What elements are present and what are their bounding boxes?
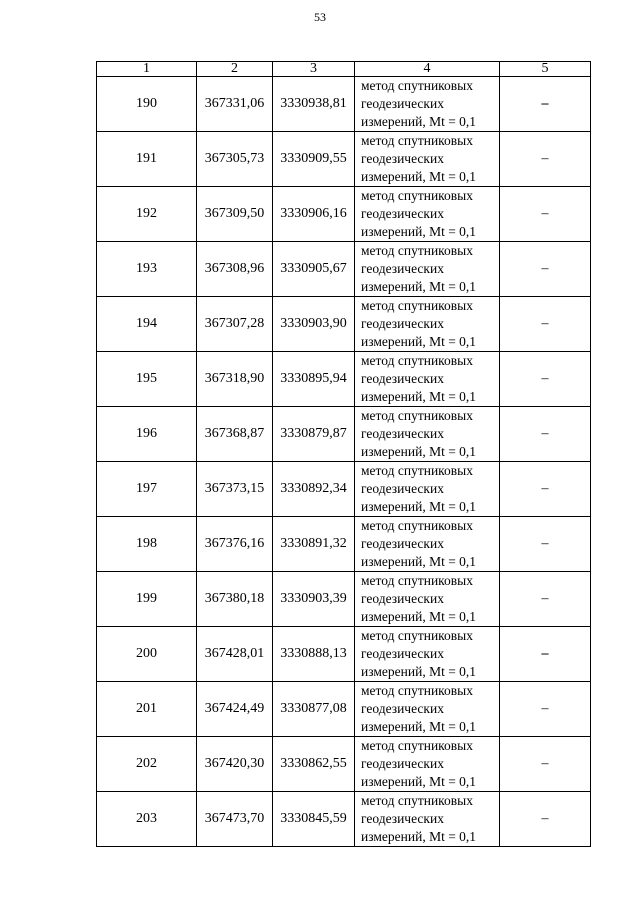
- method-line: метод спутниковых: [361, 353, 473, 368]
- dash-mark: –: [541, 591, 549, 606]
- dash-mark: –: [541, 701, 549, 716]
- dash-mark: –: [541, 426, 549, 441]
- point-number-cell: 194: [97, 297, 197, 352]
- point-number-cell: 195: [97, 352, 197, 407]
- table-row: [97, 297, 591, 352]
- method-line: метод спутниковых: [361, 243, 473, 258]
- y-coordinate-cell: 3330862,55: [273, 737, 355, 792]
- dash-mark: –: [541, 646, 549, 661]
- method-cell: [355, 132, 500, 187]
- method-cell: [355, 407, 500, 462]
- x-coordinate-cell: 367380,18: [197, 572, 273, 627]
- method-cell: [355, 297, 500, 352]
- header-col-5: 5: [500, 62, 591, 77]
- method-cell: [355, 242, 500, 297]
- y-coordinate-cell: 3330879,87: [273, 407, 355, 462]
- method-line: измерений, Mt = 0,1: [361, 114, 477, 129]
- method-line: метод спутниковых: [361, 573, 473, 588]
- method-line: измерений, Mt = 0,1: [361, 664, 477, 679]
- note-cell: [500, 297, 591, 352]
- x-coordinate-cell: 367305,73: [197, 132, 273, 187]
- method-line: измерений, Mt = 0,1: [361, 169, 477, 184]
- table-row: [97, 792, 591, 847]
- method-line: измерений, Mt = 0,1: [361, 554, 477, 569]
- table-row: [97, 627, 591, 682]
- method-line: метод спутниковых: [361, 408, 473, 423]
- table-row: [97, 572, 591, 627]
- method-line: геодезических: [361, 591, 444, 606]
- point-number-cell: 190: [97, 77, 197, 132]
- table-row: [97, 187, 591, 242]
- y-coordinate-cell: 3330877,08: [273, 682, 355, 737]
- method-line: геодезических: [361, 536, 444, 551]
- header-col-3: 3: [273, 62, 355, 77]
- y-coordinate-cell: 3330938,81: [273, 77, 355, 132]
- page-number: 53: [314, 10, 326, 24]
- method-line: метод спутниковых: [361, 133, 473, 148]
- method-line: метод спутниковых: [361, 628, 473, 643]
- x-coordinate-cell: 367373,15: [197, 462, 273, 517]
- note-cell: [500, 242, 591, 297]
- x-coordinate-cell: 367428,01: [197, 627, 273, 682]
- method-line: измерений, Mt = 0,1: [361, 774, 477, 789]
- point-number-cell: 193: [97, 242, 197, 297]
- dash-mark: –: [541, 371, 549, 386]
- header-col-4: 4: [355, 62, 500, 77]
- method-line: геодезических: [361, 426, 444, 441]
- coordinates-table: [96, 61, 591, 847]
- dash-mark: –: [541, 96, 549, 111]
- point-number-cell: 201: [97, 682, 197, 737]
- point-number-cell: 199: [97, 572, 197, 627]
- table-row: [97, 407, 591, 462]
- note-cell: [500, 407, 591, 462]
- header-col-1: 1: [97, 62, 197, 77]
- point-number-cell: 191: [97, 132, 197, 187]
- method-line: метод спутниковых: [361, 683, 473, 698]
- method-line: метод спутниковых: [361, 738, 473, 753]
- table-header-row: [97, 62, 591, 77]
- note-cell: [500, 627, 591, 682]
- method-line: измерений, Mt = 0,1: [361, 829, 477, 844]
- method-line: геодезических: [361, 701, 444, 716]
- method-cell: [355, 462, 500, 517]
- dash-mark: –: [541, 261, 549, 276]
- y-coordinate-cell: 3330903,90: [273, 297, 355, 352]
- point-number-cell: 192: [97, 187, 197, 242]
- table-row: [97, 77, 591, 132]
- note-cell: [500, 517, 591, 572]
- dash-mark: –: [541, 151, 549, 166]
- method-line: геодезических: [361, 96, 444, 111]
- method-line: измерений, Mt = 0,1: [361, 224, 477, 239]
- dash-mark: –: [541, 481, 549, 496]
- y-coordinate-cell: 3330845,59: [273, 792, 355, 847]
- method-line: метод спутниковых: [361, 463, 473, 478]
- x-coordinate-cell: 367368,87: [197, 407, 273, 462]
- note-cell: [500, 792, 591, 847]
- method-line: измерений, Mt = 0,1: [361, 389, 477, 404]
- method-line: измерений, Mt = 0,1: [361, 279, 477, 294]
- method-line: измерений, Mt = 0,1: [361, 334, 477, 349]
- method-line: метод спутниковых: [361, 793, 473, 808]
- y-coordinate-cell: 3330906,16: [273, 187, 355, 242]
- method-line: метод спутниковых: [361, 78, 473, 93]
- point-number-cell: 198: [97, 517, 197, 572]
- method-line: геодезических: [361, 756, 444, 771]
- method-line: геодезических: [361, 646, 444, 661]
- point-number-cell: 203: [97, 792, 197, 847]
- method-line: геодезических: [361, 151, 444, 166]
- method-line: метод спутниковых: [361, 188, 473, 203]
- table-row: [97, 132, 591, 187]
- dash-mark: –: [541, 756, 549, 771]
- method-cell: [355, 352, 500, 407]
- method-line: геодезических: [361, 811, 444, 826]
- x-coordinate-cell: 367318,90: [197, 352, 273, 407]
- method-line: геодезических: [361, 206, 444, 221]
- method-line: измерений, Mt = 0,1: [361, 609, 477, 624]
- dash-mark: –: [541, 316, 549, 331]
- method-line: измерений, Mt = 0,1: [361, 499, 477, 514]
- method-cell: [355, 737, 500, 792]
- method-line: измерений, Mt = 0,1: [361, 719, 477, 734]
- method-line: геодезических: [361, 371, 444, 386]
- y-coordinate-cell: 3330895,94: [273, 352, 355, 407]
- table-row: [97, 242, 591, 297]
- note-cell: [500, 682, 591, 737]
- x-coordinate-cell: 367309,50: [197, 187, 273, 242]
- method-line: метод спутниковых: [361, 518, 473, 533]
- x-coordinate-cell: 367424,49: [197, 682, 273, 737]
- method-cell: [355, 682, 500, 737]
- method-cell: [355, 792, 500, 847]
- note-cell: [500, 572, 591, 627]
- method-line: геодезических: [361, 481, 444, 496]
- y-coordinate-cell: 3330892,34: [273, 462, 355, 517]
- point-number-cell: 197: [97, 462, 197, 517]
- dash-mark: –: [541, 811, 549, 826]
- table-row: [97, 682, 591, 737]
- note-cell: [500, 132, 591, 187]
- method-line: измерений, Mt = 0,1: [361, 444, 477, 459]
- method-cell: [355, 572, 500, 627]
- note-cell: [500, 352, 591, 407]
- method-line: геодезических: [361, 316, 444, 331]
- y-coordinate-cell: 3330891,32: [273, 517, 355, 572]
- table-row: [97, 462, 591, 517]
- note-cell: [500, 187, 591, 242]
- point-number-cell: 202: [97, 737, 197, 792]
- method-cell: [355, 187, 500, 242]
- x-coordinate-cell: 367376,16: [197, 517, 273, 572]
- table-row: [97, 352, 591, 407]
- x-coordinate-cell: 367420,30: [197, 737, 273, 792]
- y-coordinate-cell: 3330903,39: [273, 572, 355, 627]
- x-coordinate-cell: 367331,06: [197, 77, 273, 132]
- x-coordinate-cell: 367308,96: [197, 242, 273, 297]
- note-cell: [500, 77, 591, 132]
- dash-mark: –: [541, 536, 549, 551]
- point-number-cell: 200: [97, 627, 197, 682]
- method-cell: [355, 627, 500, 682]
- y-coordinate-cell: 3330905,67: [273, 242, 355, 297]
- method-line: геодезических: [361, 261, 444, 276]
- x-coordinate-cell: 367307,28: [197, 297, 273, 352]
- y-coordinate-cell: 3330909,55: [273, 132, 355, 187]
- dash-mark: –: [541, 206, 549, 221]
- point-number-cell: 196: [97, 407, 197, 462]
- header-col-2: 2: [197, 62, 273, 77]
- table-row: [97, 517, 591, 572]
- note-cell: [500, 737, 591, 792]
- method-cell: [355, 517, 500, 572]
- method-line: метод спутниковых: [361, 298, 473, 313]
- table-row: [97, 737, 591, 792]
- y-coordinate-cell: 3330888,13: [273, 627, 355, 682]
- method-cell: [355, 77, 500, 132]
- x-coordinate-cell: 367473,70: [197, 792, 273, 847]
- note-cell: [500, 462, 591, 517]
